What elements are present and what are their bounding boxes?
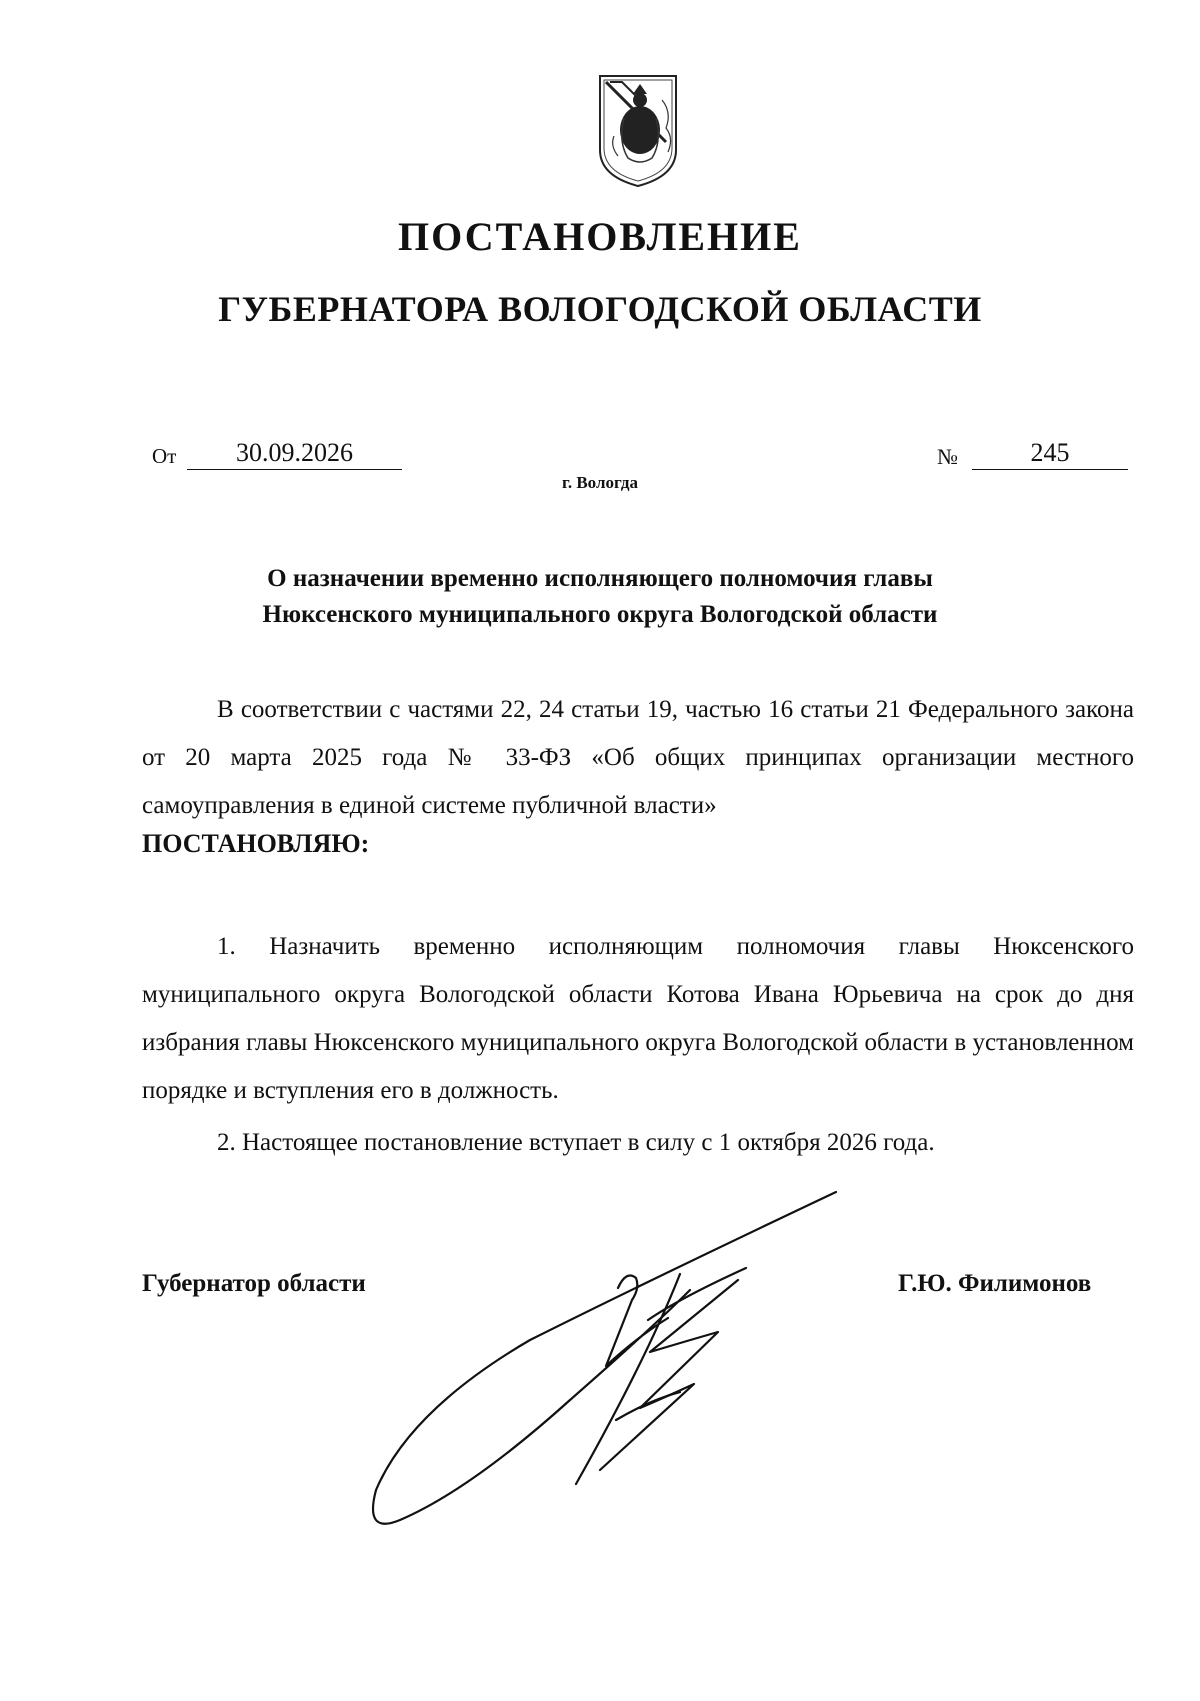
document-city: г. Вологда: [562, 473, 638, 492]
document-date: 30.09.2026: [187, 437, 402, 470]
signatory-position: Губернатор области: [142, 1270, 366, 1297]
number-prefix: №: [937, 444, 958, 469]
coat-of-arms-icon: [596, 72, 680, 190]
document-title: ПОСТАНОВЛЕНИЕ: [398, 214, 802, 259]
item-2-paragraph: 2. Настоящее постановление вступает в силу с 1 октября 2026 года.: [217, 1129, 935, 1156]
subject-line-1: О назначении временно исполняющего полномочия главы: [267, 565, 933, 592]
document-issuer: ГУБЕРНАТОРА ВОЛОГОДСКОЙ ОБЛАСТИ: [218, 289, 982, 329]
preamble-paragraph: В соответствии с частями 22, 24 статьи 19, частью 16 статьи 21 Федерального закона от 20 марта 2025 года № 33-ФЗ «Об общих принципах организации местного самоуправления в единой системе публичной власти»: [142, 696, 1134, 819]
document-subject: [0, 561, 1200, 633]
decree-word: ПОСТАНОВЛЯЮ:: [142, 829, 370, 858]
item-1-paragraph: 1. Назначить временно исполняющим полномочия главы Нюксенского муниципального округа Вологодской области Котова Ивана Юрьевича на срок до дня избрания главы Нюксенского муниципального округа Вологодской области в установленном порядке и вступления его в должность.: [142, 933, 1134, 1104]
subject-line-2: Нюксенского муниципального округа Вологодской области: [262, 601, 938, 628]
document-number: 245: [972, 437, 1128, 470]
date-prefix: От: [152, 444, 177, 468]
signatory-name: Г.Ю. Филимонов: [898, 1270, 1092, 1297]
handwritten-signature-icon: [350, 1170, 930, 1540]
